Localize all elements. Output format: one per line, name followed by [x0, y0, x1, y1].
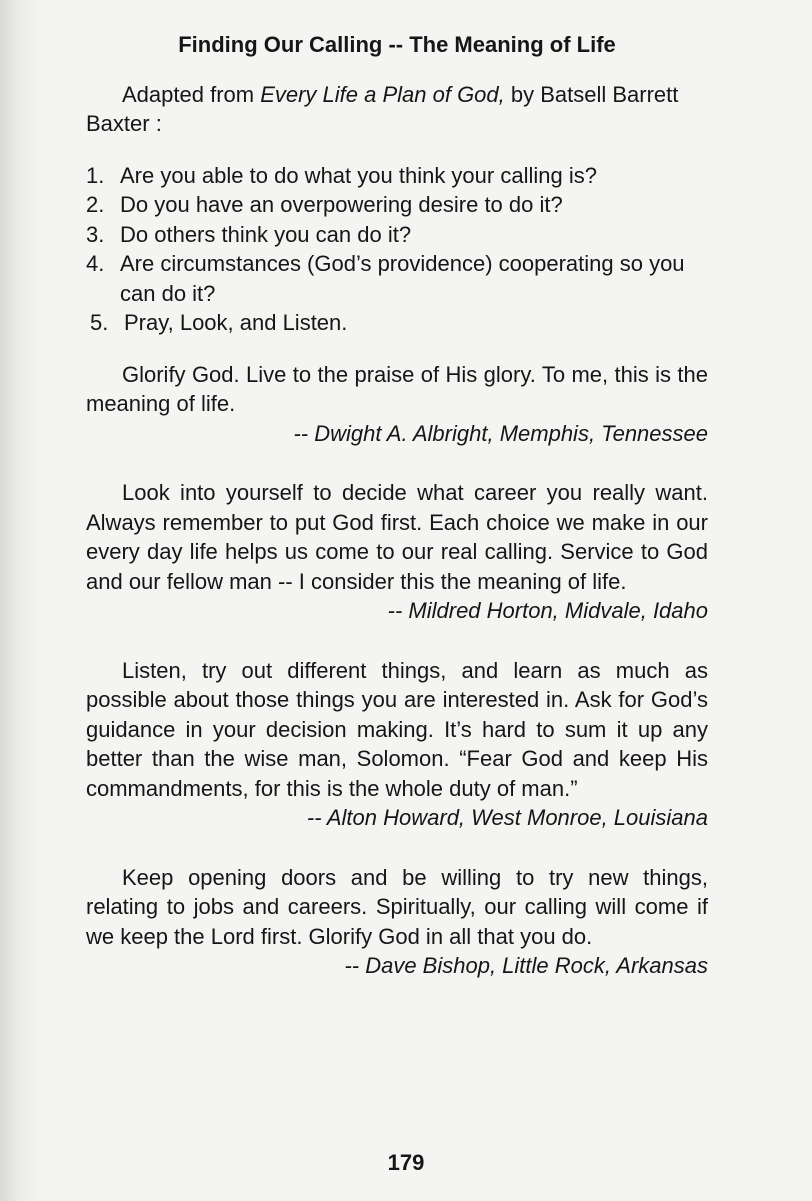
answer-paragraph: Look into yourself to decide what career you really want. Always remember to put God first. Each choice we make in our every day life helps us come to our real calling. Service to God and our fellow man -- I consider this the meaning of life.: [86, 480, 708, 594]
book-page: [86, 30, 708, 1011]
list-item-number: 5.: [90, 310, 109, 335]
answer-attribution: -- Mildred Horton, Midvale, Idaho: [387, 598, 708, 623]
intro-prefix: Adapted from: [122, 81, 261, 107]
list-item: [86, 190, 708, 220]
list-item: [86, 249, 708, 308]
question-list: [86, 161, 708, 338]
answer-paragraph: Keep opening doors and be willing to try new things, relating to jobs and careers. Spiritually, our calling will come if we keep the Lord first. Glorify God in all that you do.: [86, 864, 708, 949]
answer-paragraph: Glorify God. Live to the praise of His glory. To me, this is the meaning of life.: [86, 361, 708, 416]
answer-attribution: -- Dwight A. Albright, Memphis, Tennessee: [293, 420, 708, 446]
answer-attribution: -- Alton Howard, West Monroe, Louisiana: [306, 805, 708, 830]
page-number: 179: [387, 1150, 425, 1175]
list-item-text: Are you able to do what you think your calling is?: [120, 162, 597, 188]
list-item-text: Do others think you can do it?: [120, 221, 412, 247]
list-item-number: 3.: [86, 221, 105, 247]
list-item-text: Pray, Look, and Listen.: [124, 310, 348, 335]
page-binding-shadow: [0, 0, 40, 1201]
list-item-number: 1.: [86, 162, 105, 188]
list-item-text: Do you have an overpowering desire to do it?: [120, 192, 563, 217]
list-item: [86, 220, 708, 250]
list-item-number: 2.: [86, 192, 105, 217]
list-item-text: Are circumstances (God’s providence) cooperating so you can do it?: [120, 251, 685, 306]
intro-paragraph: [86, 80, 708, 139]
book-title: Every Life a Plan of God,: [260, 81, 505, 107]
list-item: [86, 308, 708, 338]
answer-paragraph: Listen, try out different things, and learn as much as possible about those things you are interested in. Ask for God’s guidance in your decision making. It’s hard to sum it up any better than the wise man, Solomon. “Fear God and keep His commandments, for this is the whole duty of man.”: [86, 657, 708, 801]
intro-suffix: by Batsell Barrett Baxter :: [86, 81, 679, 136]
list-item-number: 4.: [86, 251, 105, 276]
list-item: [86, 161, 708, 191]
answer-attribution: -- Dave Bishop, Little Rock, Arkansas: [344, 953, 708, 978]
page-title: Finding Our Calling -- The Meaning of Life: [178, 32, 616, 57]
